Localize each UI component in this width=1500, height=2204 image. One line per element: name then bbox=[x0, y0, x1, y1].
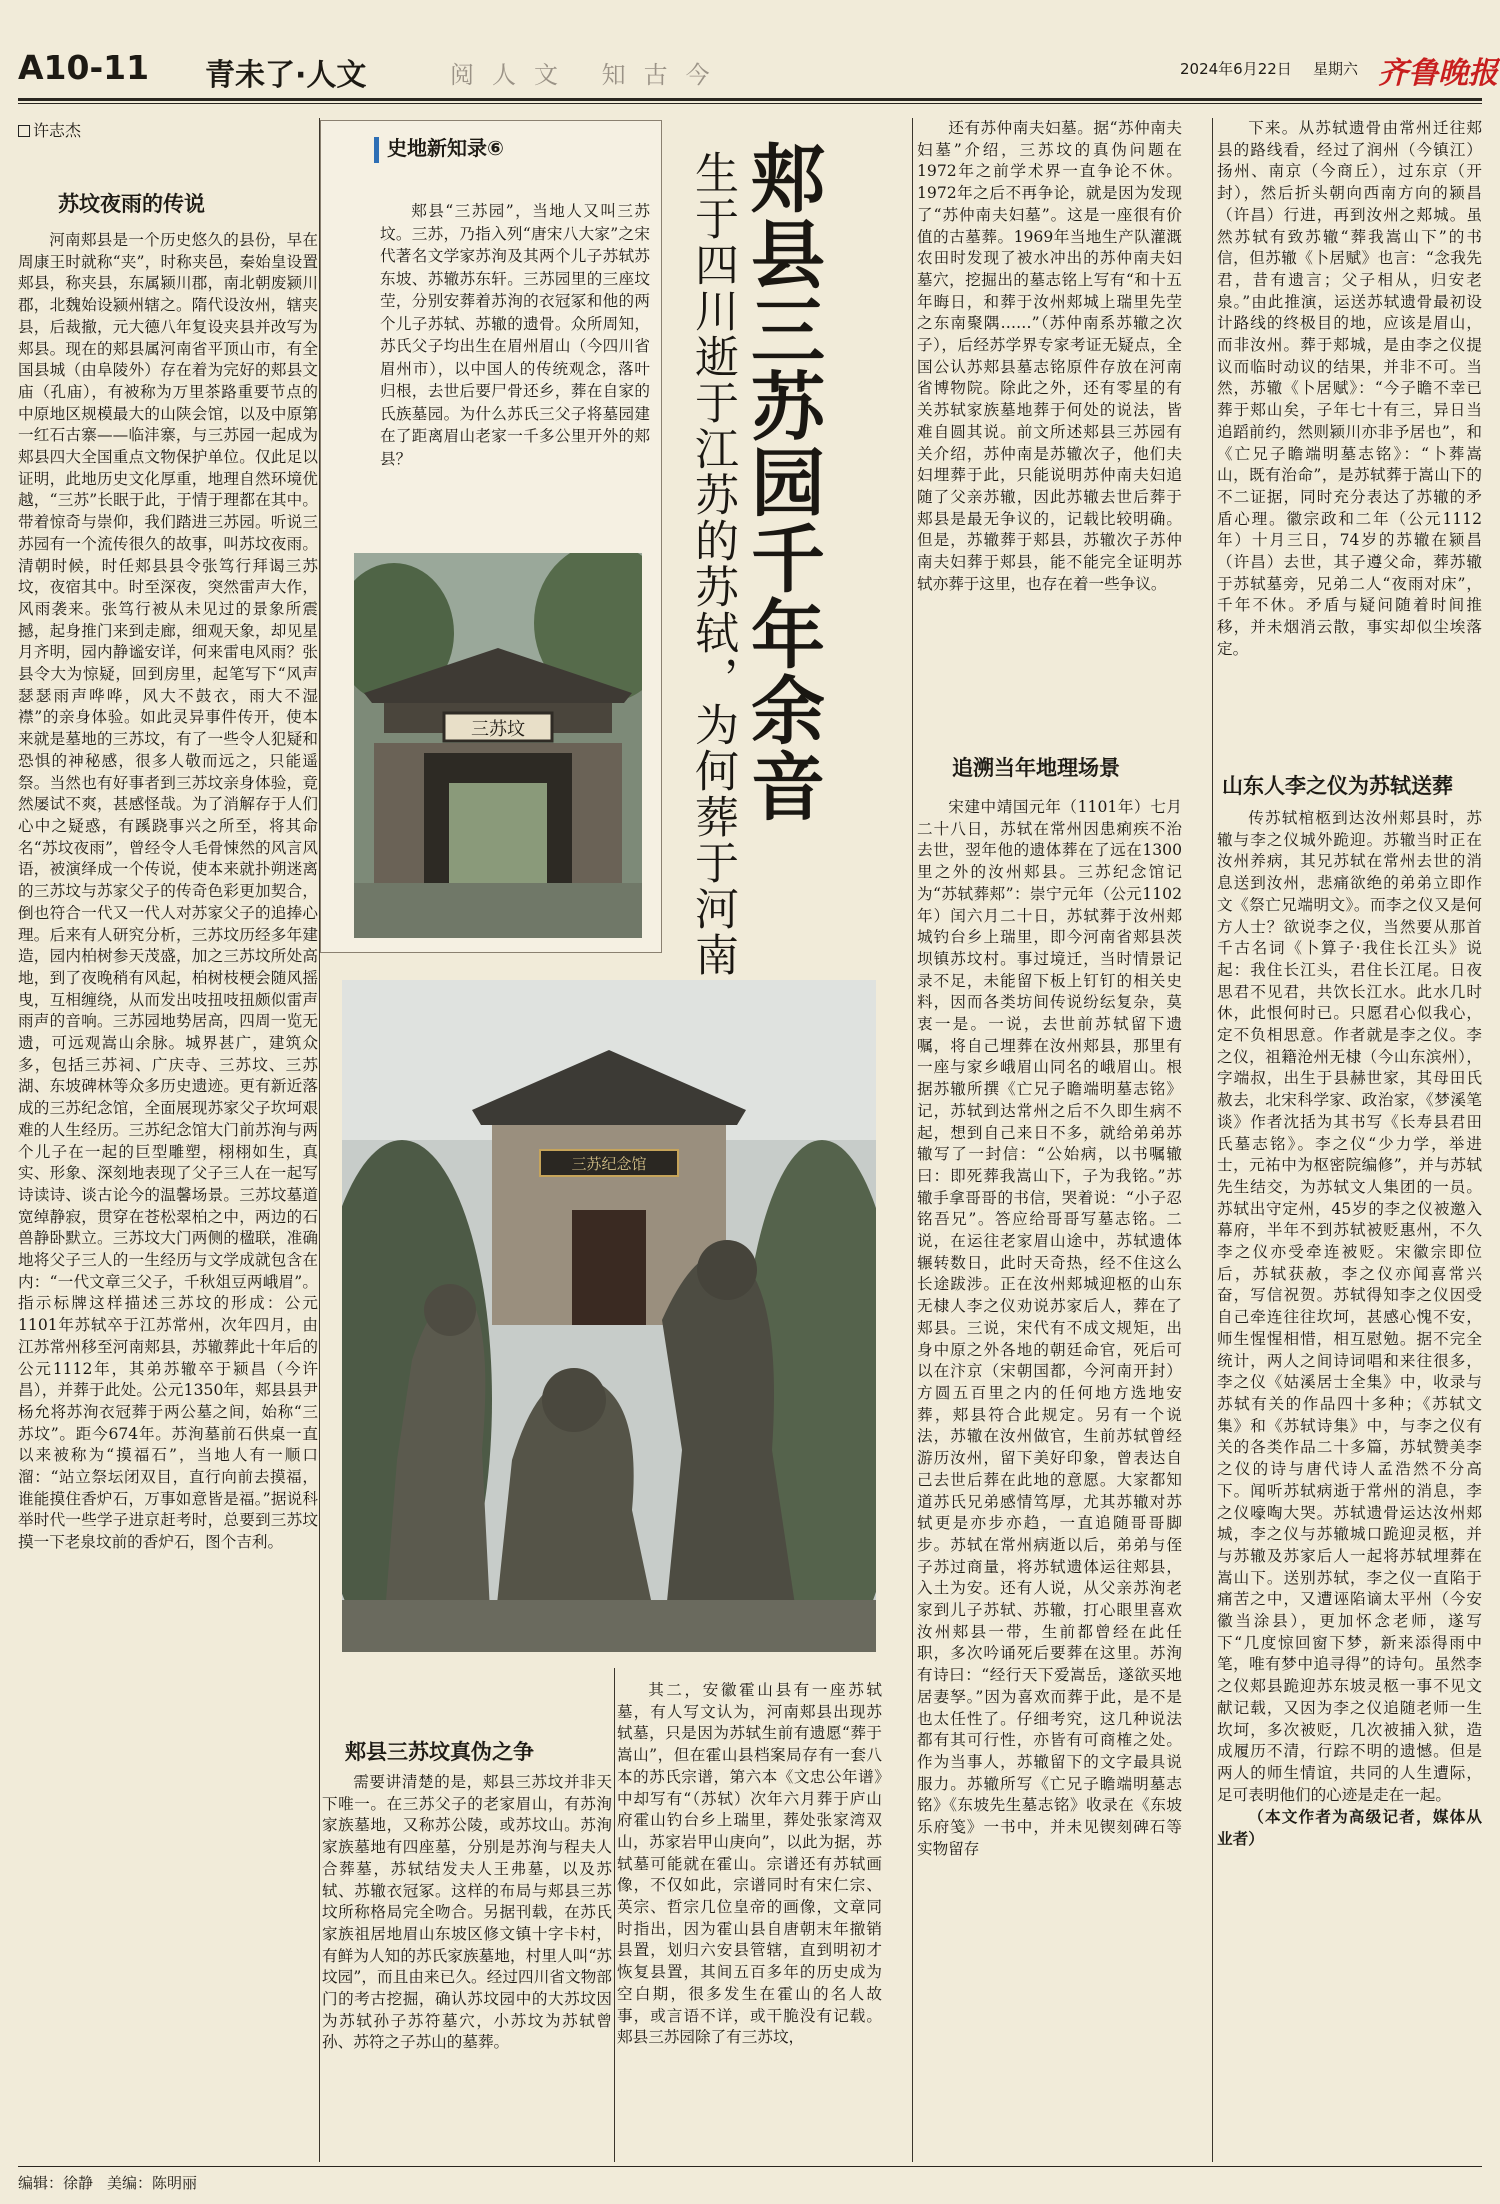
column-divider bbox=[614, 1668, 615, 2162]
section-heading-2: 郏县三苏坟真伪之争 bbox=[345, 1739, 534, 1764]
article-column-2 bbox=[322, 1772, 612, 2160]
section-title: 青未了·人文 bbox=[205, 58, 367, 93]
byline bbox=[18, 118, 81, 141]
header-divider bbox=[18, 98, 1482, 101]
paragraph: 需要讲清楚的是，郏县三苏坟并非天下唯一。在三苏父子的老家眉山，有苏洵家族墓地，又称苏公陵，或苏坟山。苏洵家族墓地有四座墓，分别是苏洵与程夫人合葬墓，苏轼结发夫人王弗墓，以及苏轼、苏辙衣冠冢。这样的布局与郏县三苏坟所称格局完全吻合。另据刊载，在苏氏家族祖居地眉山东坡区修文镇十字卡村，有鲜为人知的苏氏家族墓地，村里人叫“苏坟园”，而且由来已久。经过四川省文物部门的考古挖掘，确认苏坟园中的大苏坟因为苏轼孙子苏符墓穴，小苏坟为苏轼曾孙、苏符之子苏山的墓葬。 bbox=[322, 1773, 612, 2052]
knowledge-tag-label: 史地新知录⑥ bbox=[387, 136, 504, 160]
author-box-icon bbox=[18, 125, 30, 137]
knowledge-text bbox=[380, 200, 650, 470]
author-name: 许志杰 bbox=[33, 121, 82, 140]
article-column-1 bbox=[18, 230, 318, 2160]
knowledge-tag bbox=[374, 132, 504, 166]
paragraph: 还有苏仲南夫妇墓。据“苏仲南夫妇墓”介绍，三苏坟的真伪问题在1972年之前学术界一直争论不休。1972年之后不再争论，就是因为发现了“苏仲南夫妇墓”。这是一座很有价值的古墓葬。1969年当地生产队灌溉农田时发现了被水冲出的苏仲南夫妇墓穴，挖掘出的墓志铭上写有“和十五年晦日，和葬于汝州郏城上瑞里先茔之东南聚隅……”（苏仲南系苏辙之次子），后经苏学界专家考证无疑点，全国公认苏郏县墓志铭原件存放在河南省博物院。除此之外，还有零星的有关苏轼家族墓地葬于何处的说法，皆难自圆其说。前文所述郏县三苏园有关介绍，苏仲南是苏辙次子，他们夫妇埋葬于此，只能说明苏仲南夫妇追随了父亲苏辙，因此苏辙去世后葬于郏县是最无争议的，记载比较明确。但是，苏辙葬于郏县，苏辙次子苏仲南夫妇葬于郏县，能不能完全证明苏轼亦葬于这里，也存在着一些争议。 bbox=[917, 119, 1182, 593]
statue-photo bbox=[342, 980, 876, 1652]
section-heading-3: 追溯当年地理场景 bbox=[952, 755, 1120, 780]
main-title: 郏县三苏园千年余音 bbox=[739, 140, 825, 824]
gate-sign-text: 三苏坟 bbox=[471, 719, 525, 740]
section-tagline: 阅人文 知古今 bbox=[450, 61, 728, 89]
designer-credit: 美编：陈明丽 bbox=[107, 2174, 198, 2192]
paragraph: 河南郏县是一个历史悠久的县份，早在周康王时就称“夹”，时称夹邑，秦始皇设置郏县，称夹县，东属颍川郡，南北朝废颍川郡，北魏始设颍州辖之。隋代设汝州，辖夹县，后裁撤，元大德八年复设夹县并改写为郏县。现在的郏县属河南省平顶山市，有全国县城（由阜陵外）存在着为完好的郏县文庙（孔庙），有被称为万里茶路重要节点的中原地区规模最大的山陕会馆，以及中原第一红石古寨——临沣寨，与三苏园一起成为郏县四大全国重点文物保护单位。仅此足以证明，此地历史文化厚重，地理自然环境优越，“三苏”长眠于此，于情于理都在其中。带着惊奇与崇仰，我们踏进三苏园。听说三苏园有一个流传很久的故事，叫苏坟夜雨。清朝时候，时任郏县县令张笃行拜谒三苏坟，夜宿其中。时至深夜，突然雷声大作，风雨袭来。张笃行被从未见过的景象所震撼，起身推门来到走廊，细观天象，却见星月齐明，园内静谧安详，何来雷电风雨？张县令大为惊疑，回到房里，起笔写下“风声瑟瑟雨声哗哗，风大不鼓衣，雨大不湿襟”的亲身体验。如此灵异事件传开，使本来就是墓地的三苏坟，有了一些令人犯疑和恐惧的神秘感，很多人敬而远之，只能遥祭。当然也有好事者到三苏坟亲身体验，竟然屡试不爽，甚感怪哉。为了消解存于人们心中之疑惑，有蹊跷事兴之所至，将其命名“苏坟夜雨”，曾经令人毛骨悚然的风言风语，被演绎成一个传说，使本来就扑朔迷离的三苏坟与苏家父子的传奇色彩更加契合，倒也符合一代又一代人对苏家父子的追捧心理。后来有人研究分析，三苏坟历经多年建造，园内柏树参天茂盛，加之三苏坟所处高地，到了夜晚稍有风起，柏树枝梗会随风摇曳，互相缠绕，从而发出吱扭吱扭颇似雷声雨声的音响。三苏园地势居高，四周一览无遗，可远观嵩山余脉。城界甚广，建筑众多，包括三苏祠、广庆寺、三苏坟、三苏湖、东坡碑林等众多历史遗迹。更有新近落成的三苏纪念馆，全面展现苏家父子坎坷艰难的人生经历。三苏纪念馆大门前苏洵与两个儿子在一起的巨型雕塑，栩栩如生，真实、形象、深刻地表现了父子三人在一起写诗读诗、谈古论今的温馨场景。三苏坟墓道宽绰静寂，贯穿在苍松翠柏之中，两边的石兽静卧默立。三苏坟大门两侧的楹联，准确地将父子三人的一生经历与文学成就包含在内：“一代文章三父子，千秋俎豆两峨眉”。指示标牌这样描述三苏坟的形成：公元1101年苏轼卒于江苏常州，次年四月，由江苏常州移至河南郏县，苏辙葬此十年后的公元1112年，其弟苏辙卒于颍昌（今许昌），并葬于此处。公元1350年，郏县县尹杨允将苏洵衣冠葬于两公墓之间，始称“三苏坟”。距今674年。苏洵墓前石供桌一直以来被称为“摸福石”，当地人有一顺口溜：“站立祭坛闭双目，直行向前去摸福，谁能摸住香炉石，万事如意皆是福。”据说科举时代一些学子进京赶考时，总要到三苏坟摸一下老泉坟前的香炉石，图个吉利。 bbox=[18, 231, 318, 1552]
paragraph: 下来。从苏轼遗骨由常州迁往郏县的路线看，经过了润州（今镇江）扬州、南京（今商丘），过东京（开封），然后折头朝向西南方向的颍昌（许昌）行进，再到汝州之郏城。虽然苏轼有致苏辙“葬我嵩山下”的书信，但苏辙《卜居赋》也言：“念我先君，昔有遗言；父子相从，归安老泉。”由此推演，运送苏轼遗骨最初设计路线的终极目的地，应该是眉山，而非汝州。葬于郏城，是由李之仪提议而临时动议的结果，并非不可。当然，苏辙《卜居赋》：“今子瞻不幸已葬于郏山矣，子年七十有三，异日当追蹈前约，然则颍川亦非予居也”，和《亡兄子瞻端明墓志铭》：“卜葬嵩山，既有治命”，是苏轼葬于嵩山下的不二证据，同时充分表达了苏辙的矛盾心理。徽宗政和二年（公元1112年）十月三日，74岁的苏辙在颍昌（许昌）去世，其子遵父命，葬苏辙于苏轼墓旁，兄弟二人“夜雨对床”，千年不休。矛盾与疑问随着时间推移，并未烟消云散，事实却似尘埃落定。 bbox=[1217, 119, 1482, 658]
header-divider-thin bbox=[18, 103, 1482, 104]
section-heading-4: 山东人李之仪为苏轼送葬 bbox=[1222, 773, 1453, 798]
footer-divider bbox=[18, 2166, 1482, 2167]
tag-bar-icon bbox=[374, 137, 379, 163]
footer bbox=[18, 2172, 211, 2193]
newspaper-logo: 齐鲁晚报 bbox=[1378, 56, 1498, 91]
column-divider bbox=[912, 118, 913, 2162]
article-column-4-top bbox=[917, 118, 1182, 726]
knowledge-paragraph: 郏县“三苏园”，当地人又叫三苏坟。三苏，乃指入列“唐宋八大家”之宋代著名文学家苏洵及其两个儿子苏轼苏东坡、苏辙苏东轩。三苏园里的三座坟茔，分别安葬着苏洵的衣冠冢和他的两个儿子苏轼、苏辙的遗骨。众所周知，苏氏父子均出生在眉州眉山（今四川省眉州市），以中国人的传统观念，落叶归根，去世后要尸骨还乡，葬在自家的氏族墓园。为什么苏氏三父子将墓园建在了距离眉山老家一千多公里开外的郏县？ bbox=[380, 202, 650, 468]
hall-sign-text: 三苏纪念馆 bbox=[571, 1155, 647, 1173]
article-column-3 bbox=[617, 1680, 882, 2160]
issue-weekday: 星期六 bbox=[1313, 60, 1359, 78]
section-heading-1: 苏坟夜雨的传说 bbox=[58, 191, 205, 216]
article-column-5-top bbox=[1217, 118, 1482, 761]
column-divider bbox=[1212, 118, 1213, 2162]
paragraph: 传苏轼棺柩到达汝州郏县时，苏辙与李之仪城外跪迎。苏辙当时正在汝州养病，其兄苏轼在常州去世的消息送到汝州，悲痛欲绝的弟弟立即作文《祭亡兄端明文》。而李之仪又是何方人士？欲说李之仪，当然要从那首千古名词《卜算子·我住长江头》说起：我住长江头，君住长江尾。日夜思君不见君，共饮长江水。此水几时休，此恨何时已。只愿君心似我心，定不负相思意。作者就是李之仪。李之仪，祖籍沧州无棣（今山东滨州），字端叔，出生于县赫世家，其母田氏赦去，北宋科学家、政治家，《梦溪笔谈》作者沈括为其书写《长寿县君田氏墓志铭》。李之仪“少力学，举进士，元祐中为枢密院编修”，并与苏轼先生结交，为苏轼文人集团的一员。苏轼出守定州，45岁的李之仪被邀入幕府，半年不到苏轼被贬惠州，不久李之仪亦受牵连被贬。宋徽宗即位后，苏轼获赦，李之仪亦闻喜常兴奋，写信祝贺。苏轼得知李之仪因受自己牵连往往坎坷，甚感心愧不安，师生惺惺相惜，相互慰勉。据不完全统计，两人之间诗词唱和来往很多，李之仪《姑溪居士全集》中，收录与苏轼有关的作品四十多种；《苏轼文集》和《苏轼诗集》中，与李之仪有关的各类作品二十多篇，苏轼赞美李之仪的诗与唐代诗人孟浩然不分高下。闻听苏轼病逝于常州的消息，李之仪嚎啕大哭。苏轼遗骨运达汝州郏城，李之仪与苏辙城口跪迎灵柩，并与苏辙及苏家后人一起将苏轼埋葬在嵩山下。送别苏轼，李之仪一直陷于痛苦之中，又遭诬陷谪太平州（今安徽当涂县），更加怀念老师，遂写下“几度惊回窗下梦，新来添得雨中笔，唯有梦中追寻得”的诗句。虽然李之仪郏县跪迎苏东坡灵柩一事不见文献记载，又因为李之仪追随老师一生坎坷，多次被贬，几次被捕入狱，造成履历不清，行踪不明的遗憾。但是两人的师生情谊，共同的人生遭际，足可表明他们的心迹是走在一起。 bbox=[1217, 809, 1482, 1804]
page-number: A10-11 bbox=[18, 48, 150, 87]
article-column-5-bottom bbox=[1217, 808, 1482, 2160]
issue-date: 2024年6月22日 bbox=[1180, 60, 1292, 78]
gate-photo bbox=[354, 553, 642, 938]
main-subtitle: 生于四川逝于江苏的苏轼，为何葬于河南 bbox=[687, 150, 738, 978]
author-note: （本文作者为高级记者，媒体从业者） bbox=[1217, 1807, 1482, 1849]
editor-credit: 编辑：徐静 bbox=[18, 2174, 94, 2192]
article-column-4-bottom bbox=[917, 797, 1182, 2162]
paragraph: 其二，安徽霍山县有一座苏轼墓，有人写文认为，河南郏县出现苏轼墓，只是因为苏轼生前有遗愿“葬于嵩山”，但在霍山县档案局存有一套八本的苏氏宗谱，第六本《文忠公年谱》中却写有“（苏轼）次年六月葬于庐山府霍山钓台乡上瑞里，葬处张家湾双山，苏家岩甲山庚向”，以此为据，苏轼墓可能就在霍山。宗谱还有苏轼画像，不仅如此，宗谱同时有宋仁宗、英宗、哲宗几位皇帝的画像，文章同时指出，因为霍山县自唐朝末年撤销县置，划归六安县管辖，直到明初才恢复县置，其间五百多年的历史成为空白期，很多发生在霍山的名人故事，或言语不详，或干脆没有记载。郏县三苏园除了有三苏坟， bbox=[617, 1681, 882, 2047]
paragraph: 宋建中靖国元年（1101年）七月二十八日，苏轼在常州因患痢疾不治去世，翌年他的遗体葬在了远在1300里之外的汝州郏县。三苏纪念馆记为“苏轼葬郏”：崇宁元年（公元1102年）闰六月二十日，苏轼葬于汝州郏城钓台乡上瑞里，即今河南省郏县茨坝镇苏坟村。事过境迁，当时情景记录不足，未能留下板上钉钉的相关史料，因而各类坊间传说纷纭复杂，莫衷一是。一说，去世前苏轼留下遗嘱，将自己埋葬在汝州郏县，那里有一座与家乡峨眉山同名的峨眉山。根据苏辙所撰《亡兄子瞻端明墓志铭》记，苏轼到达常州之后不久即生病不起，想到自己来日不多，就给弟弟苏辙写了一封信：“公始病，以书嘱辙曰：即死葬我嵩山下，子为我铭。”苏辙手拿哥哥的书信，哭着说：“小子忍铭吾兄”。答应给哥哥写墓志铭。二说，在运往老家眉山途中，苏轼遗体辗转数日，此时天奇热，经不住这么长途跋涉。正在汝州郏城迎柩的山东无棣人李之仪劝说苏家后人，葬在了郏县。三说，宋代有不成文规矩，出身中原之外各地的朝廷命官，死后可以在汴京（宋朝国都，今河南开封）方圆五百里之内的任何地方选地安葬，郏县符合此规定。另有一个说法，苏辙在汝州做官，生前苏轼曾经游历汝州，留下美好印象，曾表达自己去世后葬在此地的意愿。大家都知道苏氏兄弟感情笃厚，尤其苏辙对苏轼更是亦步亦趋，一直追随哥哥脚步。苏轼在常州病逝以后，弟弟与侄子苏过商量，将苏轼遗体运往郏县，入土为安。还有人说，从父亲苏洵老家到儿子苏轼、苏辙，打心眼里喜欢汝州郏县一带，生前都曾经在此任职，多次吟诵死后要葬在这里。苏洵有诗曰：“经行天下爱嵩岳，遂欲买地居妻孥。”因为喜欢而葬于此，是不是也太任性了。仔细考究，这几种说法都有其可行性，亦皆有可商榷之处。作为当事人，苏辙留下的文字最具说服力。苏辙所写《亡兄子瞻端明墓志铭》《东坡先生墓志铭》收录在《东坡乐府笺》一书中，并未见锲刻碑石等实物留存 bbox=[917, 798, 1182, 1858]
